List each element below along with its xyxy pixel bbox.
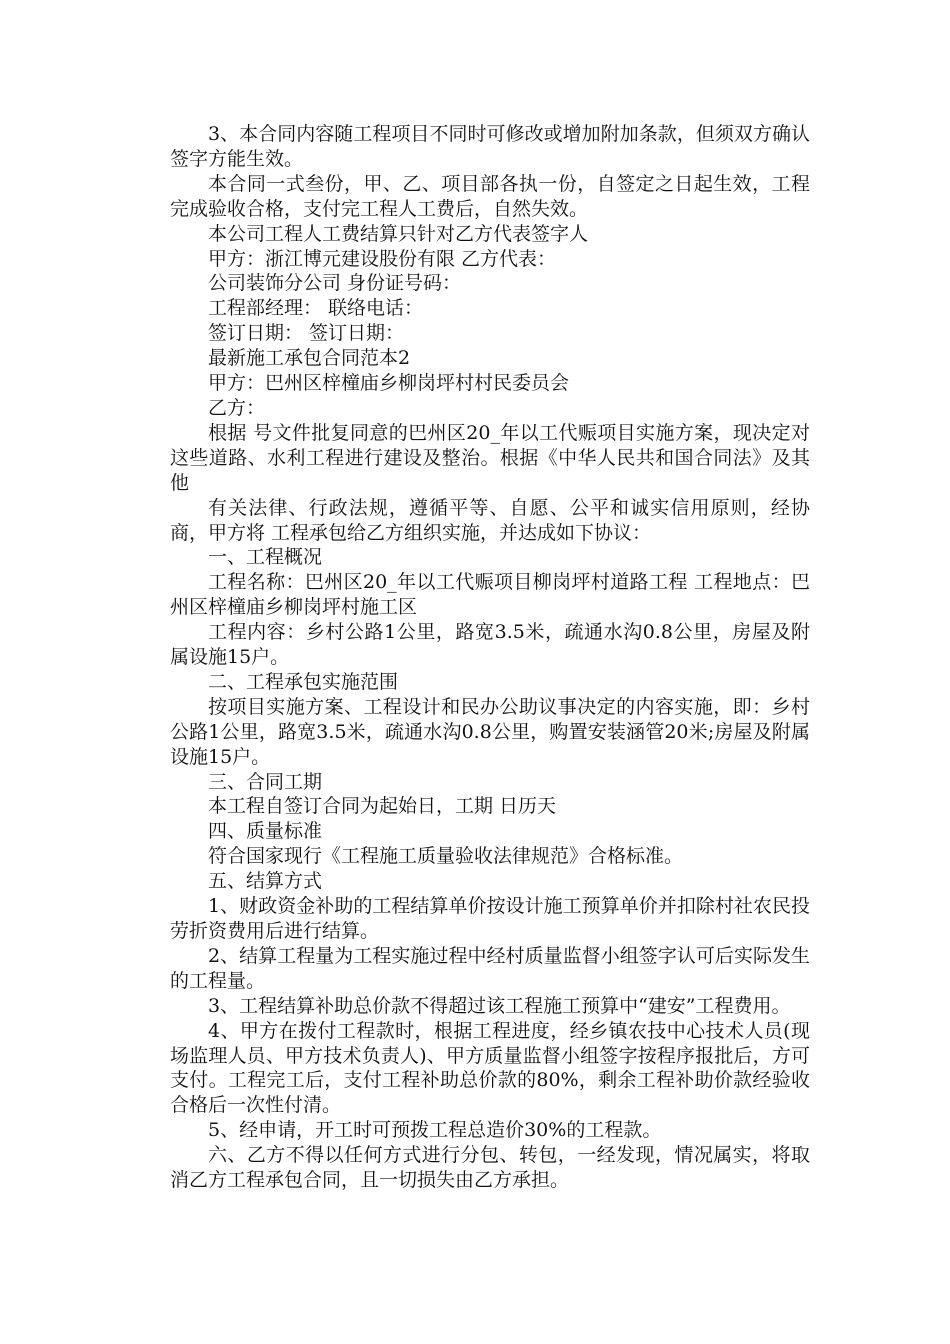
paragraph: 工程部经理： 联络电话：: [208, 297, 424, 320]
signing-date-line: 签订日期： 签订日期：: [208, 322, 405, 345]
section-heading: 五、结算方式: [208, 870, 323, 893]
party-b-line: 乙方：: [208, 396, 266, 419]
paragraph: 3、工程结算补助总价款不得超过该工程施工预算中“建安”工程费用。: [208, 994, 791, 1017]
paragraph: 本合同一式叁份，甲、乙、项目部各执一份，自签定之日起生效，工程完成验收合格，支付完工程人工费后，自然失效。: [170, 172, 810, 220]
section-heading: 一、工程概况: [208, 546, 323, 569]
paragraph: 3、本合同内容随工程项目不同时可修改或增加附加条款，但须双方确认签字方能生效。: [170, 123, 810, 170]
paragraph: 根据 号文件批复同意的巴州区20_年以工代赈项目实施方案，现决定对这些道路、水利工程进行建设及整治。根据《中华人民共和国合同法》及其他: [170, 421, 810, 494]
party-a-line: 甲方：巴州区梓橦庙乡柳岗坪村村民委员会: [208, 372, 570, 395]
paragraph: 本公司工程人工费结算只针对乙方代表签字人: [208, 222, 589, 245]
paragraph: 有关法律、行政法规，遵循平等、自愿、公平和诚实信用原则，经协商，甲方将 工程承包给乙方组织实施，并达成如下协议：: [170, 496, 810, 544]
section-heading: 二、工程承包实施范围: [208, 670, 399, 693]
paragraph: 公司装饰分公司 身份证号码：: [208, 272, 462, 295]
paragraph: 按项目实施方案、工程设计和民办公助议事决定的内容实施，即：乡村公路1公里，路宽3.5米，疏通水沟0.8公里，购置安装涵管20米;房屋及附属设施15户。: [170, 695, 810, 768]
document-body: [170, 122, 810, 1193]
paragraph: 工程内容：乡村公路1公里，路宽3.5米，疏通水沟0.8公里，房屋及附属设施15户。: [170, 621, 810, 669]
paragraph: 符合国家现行《工程施工质量验收法律规范》合格标准。: [208, 845, 684, 868]
paragraph: 本工程自签订合同为起始日，工期 日历天: [208, 795, 557, 818]
paragraph: 工程名称：巴州区20_年以工代赈项目柳岗坪村道路工程 工程地点：巴州区梓橦庙乡柳岗坪村施工区: [170, 571, 810, 619]
paragraph: 5、经申请，开工时可预拨工程总造价30%的工程款。: [208, 1119, 662, 1142]
party-a-line: 甲方：浙江博元建设股份有限 乙方代表：: [208, 247, 557, 270]
paragraph: 六、乙方不得以任何方式进行分包、转包，一经发现，情况属实，将取消乙方工程承包合同，且一切损失由乙方承担。: [170, 1144, 810, 1192]
paragraph: 1、财政资金补助的工程结算单价按设计施工预算单价并扣除村社农民投劳折资费用后进行结算。: [170, 895, 810, 942]
paragraph: 2、结算工程量为工程实施过程中经村质量监督小组签字认可后实际发生的工程量。: [170, 944, 810, 992]
section-title: 最新施工承包合同范本2: [208, 347, 411, 370]
section-heading: 三、合同工期: [208, 770, 323, 793]
paragraph: 4、甲方在拨付工程款时，根据工程进度，经乡镇农技中心技术人员(现场监理人员、甲方技术负责人)、甲方质量监督小组签字按程序报批后，方可支付。工程完工后，支付工程补助总价款的80%，剩余工程补助价款经验收合格后一次性付清。: [170, 1019, 810, 1117]
section-heading: 四、质量标准: [208, 820, 323, 843]
